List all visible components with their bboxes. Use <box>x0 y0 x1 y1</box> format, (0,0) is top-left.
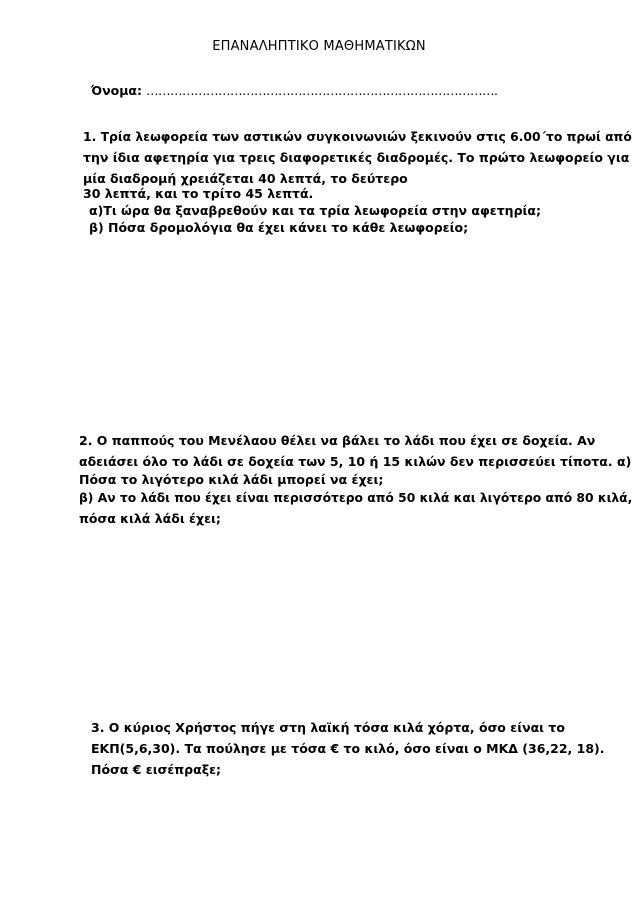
problem-1-line: 30 λεπτά, και το τρίτο 45 λεπτά. <box>83 186 314 201</box>
name-field-line <box>91 83 498 98</box>
name-label: Όνομα: <box>91 83 143 98</box>
problem-1-question-b: β) Πόσα δρομολόγια θα έχει κάνει το κάθε λεωφορείο; <box>89 220 469 235</box>
problem-1-line: 1. Τρία λεωφορεία των αστικών συγκοινωνιών ξεκινούν στις 6.00΄το πρωί από <box>83 129 632 144</box>
problem-2-line: πόσα κιλά λάδι έχει; <box>79 511 221 526</box>
problem-2-line: 2. Ο παππούς του Μενέλαου θέλει να βάλει το λάδι που έχει σε δοχεία. Αν <box>79 433 596 448</box>
problem-1-line: την ίδια αφετηρία για τρεις διαφορετικές διαδρομές. Το πρώτο λεωφορείο για <box>83 150 630 165</box>
problem-1-question-a: α)Τι ώρα θα ξαναβρεθούν και τα τρία λεωφορεία στην αφετηρία; <box>89 203 541 218</box>
problem-2-question-a: Πόσα το λιγότερο κιλά λάδι μπορεί να έχει; <box>79 472 384 487</box>
problem-3-line: ΕΚΠ(5,6,30). Τα πούλησε με τόσα € το κιλό, όσο είναι ο ΜΚΔ (36,22, 18). <box>91 741 605 756</box>
worksheet-title: ΕΠΑΝΑΛΗΠΤΙΚΟ ΜΑΘΗΜΑΤΙΚΩΝ <box>212 39 426 54</box>
name-blank: ……………………………………………………………………………. <box>146 83 498 98</box>
problem-3-line: 3. Ο κύριος Χρήστος πήγε στη λαϊκή τόσα κιλά χόρτα, όσο είναι το <box>91 720 565 735</box>
problem-2-line: αδειάσει όλο το λάδι σε δοχεία των 5, 10 ή 15 κιλών δεν περισσεύει τίποτα. α) <box>79 454 632 469</box>
problem-1-line: μία διαδρομή χρειάζεται 40 λεπτά, το δεύτερο <box>83 171 408 186</box>
problem-2-question-b: β) Αν το λάδι που έχει είναι περισσότερο από 50 κιλά και λιγότερο από 80 κιλά, <box>79 490 633 505</box>
problem-3-question: Πόσα € εισέπραξε; <box>91 762 222 777</box>
